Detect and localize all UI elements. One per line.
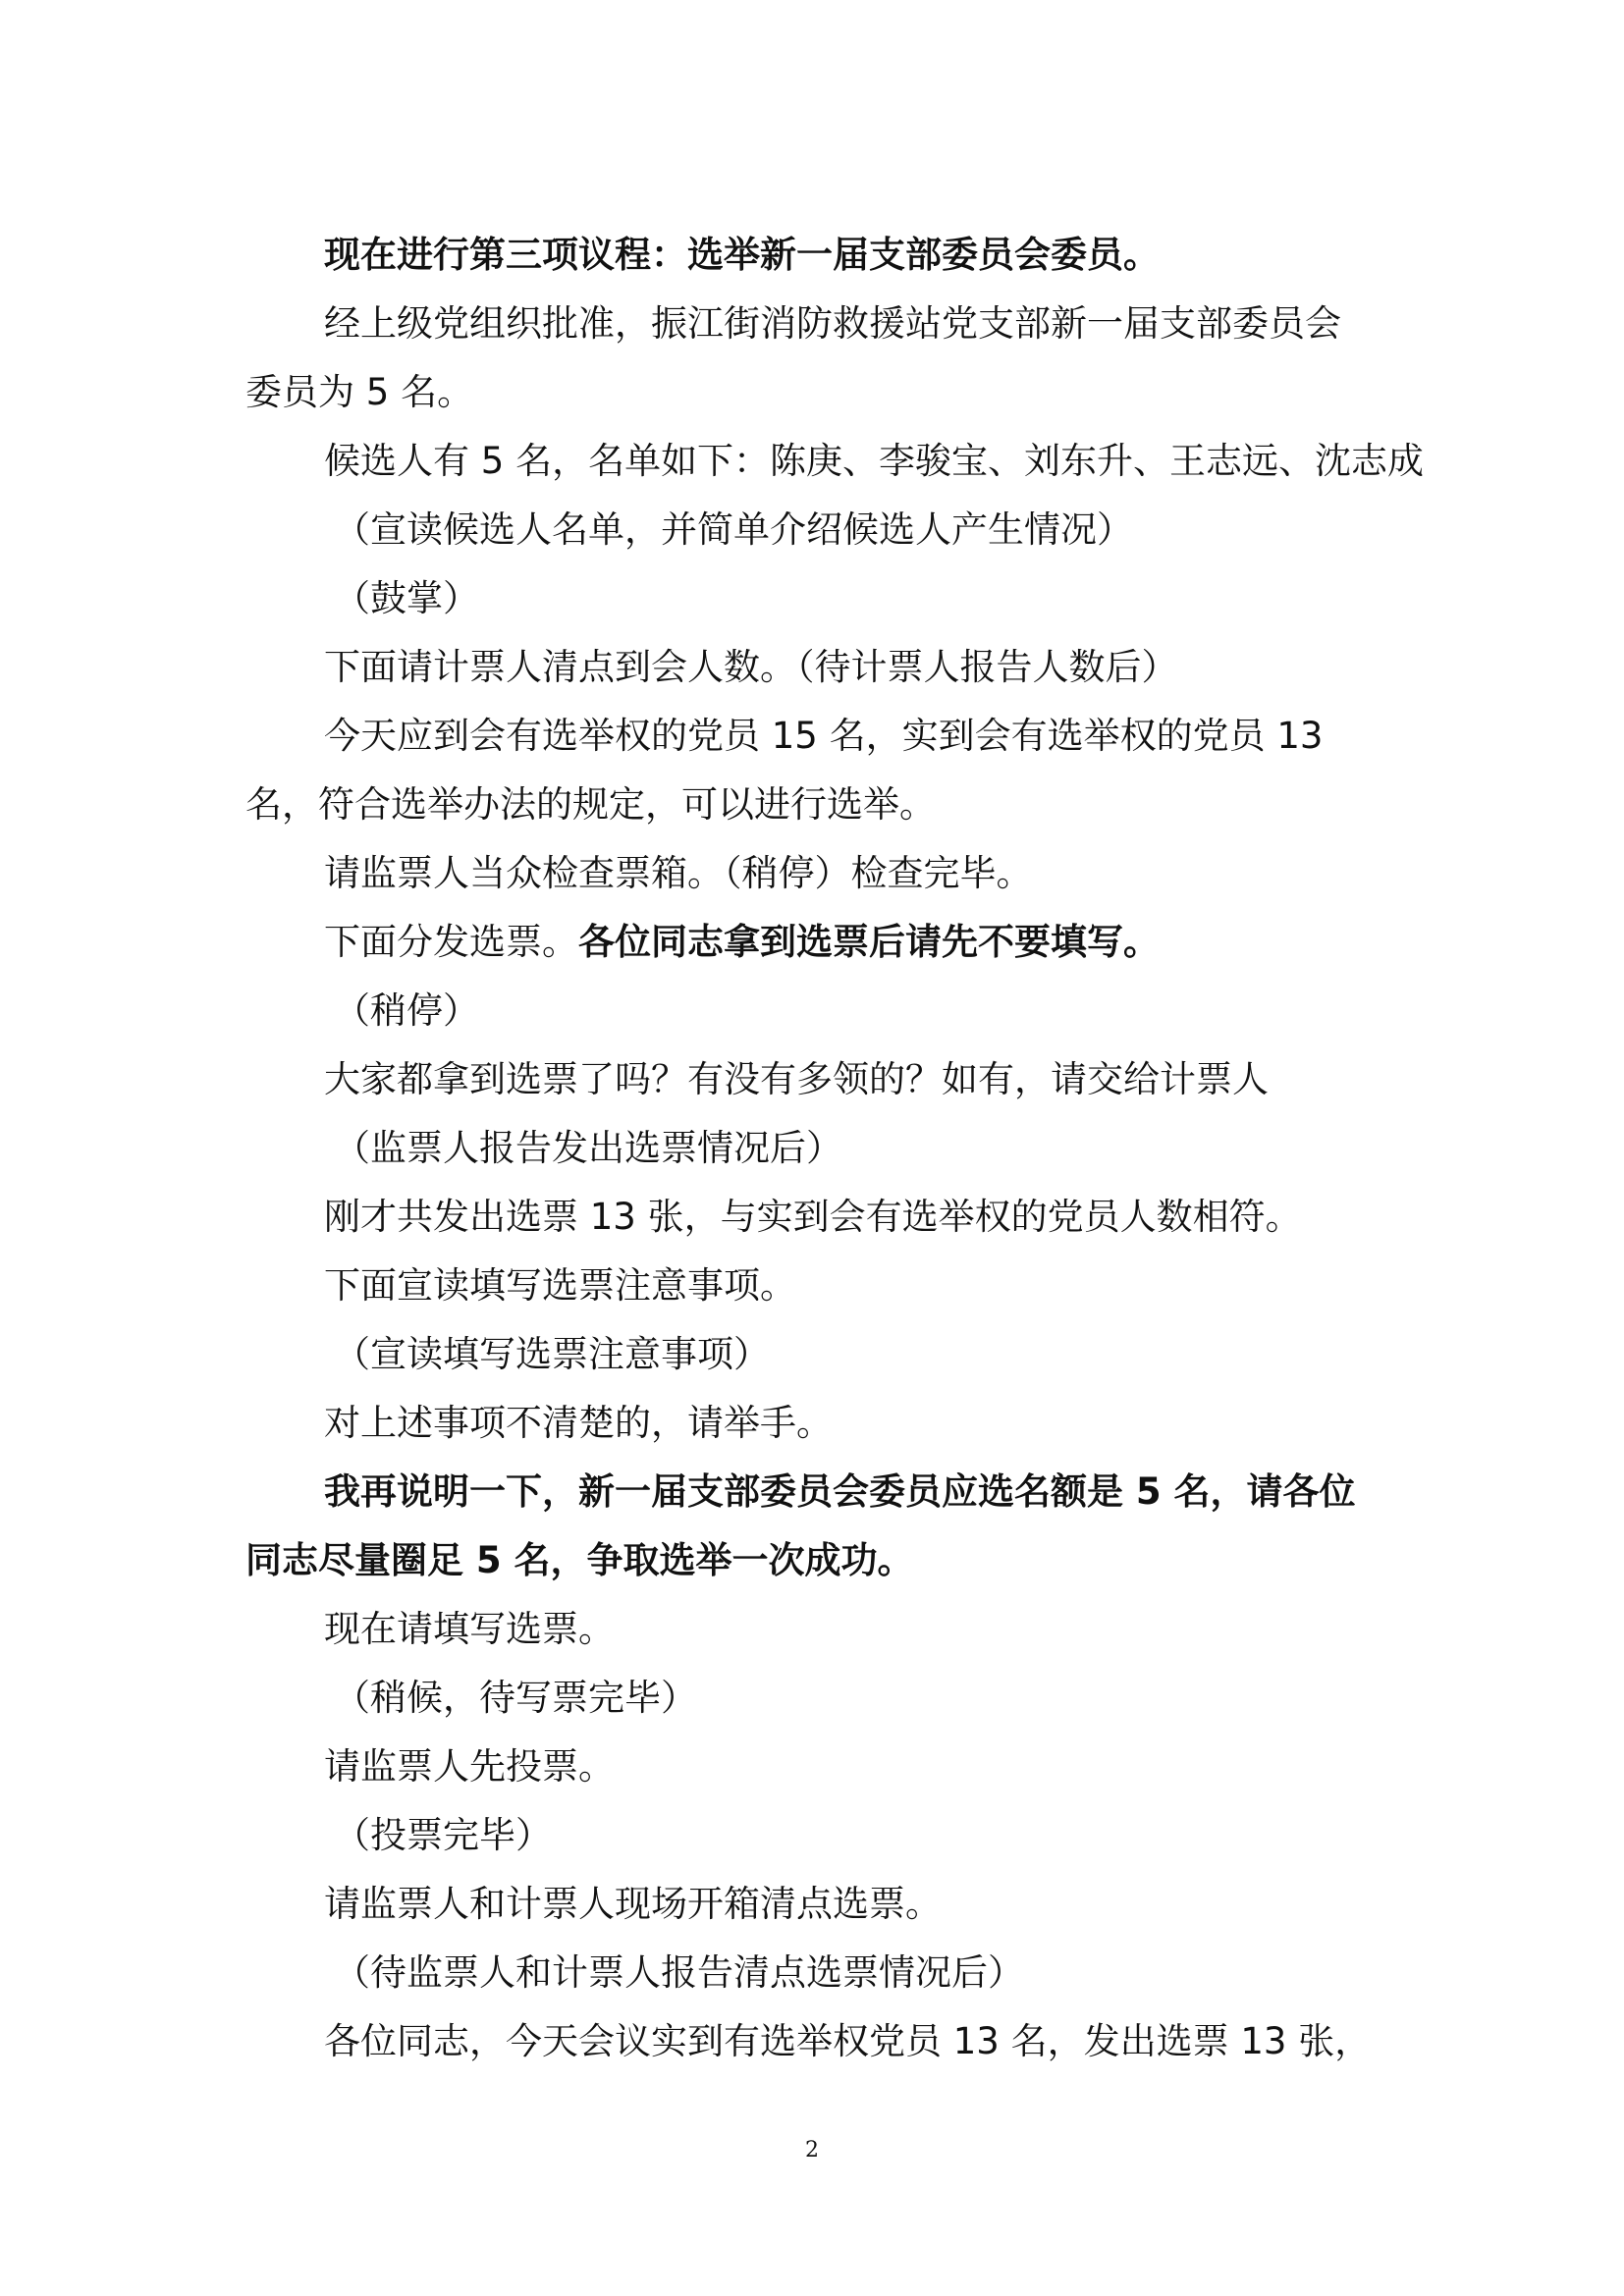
text-line: 现在请填写选票。 — [324, 1608, 615, 1650]
stage-direction: （稍停） — [334, 989, 479, 1032]
text-line: 请监票人和计票人现场开箱清点选票。 — [324, 1883, 942, 1925]
page-number: 2 — [805, 2138, 819, 2163]
text-line: 名，符合选举办法的规定，可以进行选举。 — [245, 783, 936, 826]
stage-direction: （投票完毕） — [334, 1814, 552, 1856]
attendance-line: 今天应到会有选举权的党员 15 名，实到会有选举权的党员 13 — [324, 715, 1324, 757]
emphasis-line: 我再说明一下，新一届支部委员会委员应选名额是 5 名，请各位 — [324, 1470, 1356, 1513]
text-line: 请监票人先投票。 — [324, 1745, 615, 1788]
agenda-item-heading: 现在进行第三项议程：选举新一届支部委员会委员。 — [324, 234, 1160, 276]
stage-direction: （宣读填写选票注意事项） — [334, 1333, 770, 1375]
candidate-list-line: 候选人有 5 名，名单如下：陈庚、李骏宝、刘东升、王志远、沈志成 — [324, 440, 1425, 482]
stage-direction: （宣读候选人名单，并简单介绍候选人产生情况） — [334, 508, 1133, 551]
text-line: 经上级党组织批准，振江街消防救援站党支部新一届支部委员会 — [324, 302, 1341, 345]
stage-direction: （鼓掌） — [334, 577, 479, 619]
text-line: 下面请计票人清点到会人数。（待计票人报告人数后） — [324, 646, 1178, 688]
text-line: 大家都拿到选票了吗？有没有多领的？如有，请交给计票人 — [324, 1058, 1269, 1100]
text-line: 刚才共发出选票 13 张，与实到会有选举权的党员人数相符。 — [324, 1196, 1302, 1238]
text-line: 委员为 5 名。 — [245, 371, 474, 413]
text-line: 请监票人当众检查票箱。（稍停）检查完毕。 — [324, 852, 1033, 894]
text-line: 下面宣读填写选票注意事项。 — [324, 1264, 796, 1307]
stage-direction: （稍候，待写票完毕） — [334, 1677, 697, 1719]
emphasis-line: 同志尽量圈足 5 名，争取选举一次成功。 — [245, 1539, 914, 1581]
stage-direction: （监票人报告发出选票情况后） — [334, 1127, 842, 1169]
text-line: 各位同志，今天会议实到有选举权党员 13 名，发出选票 13 张， — [324, 2020, 1372, 2062]
stage-direction: （待监票人和计票人报告清点选票情况后） — [334, 1951, 1024, 1994]
text-line: 对上述事项不清楚的，请举手。 — [324, 1402, 833, 1444]
text-line: 下面分发选票。各位同志拿到选票后请先不要填写。 — [324, 921, 1160, 963]
emphasis-text: 各位同志拿到选票后请先不要填写。 — [578, 921, 1160, 963]
